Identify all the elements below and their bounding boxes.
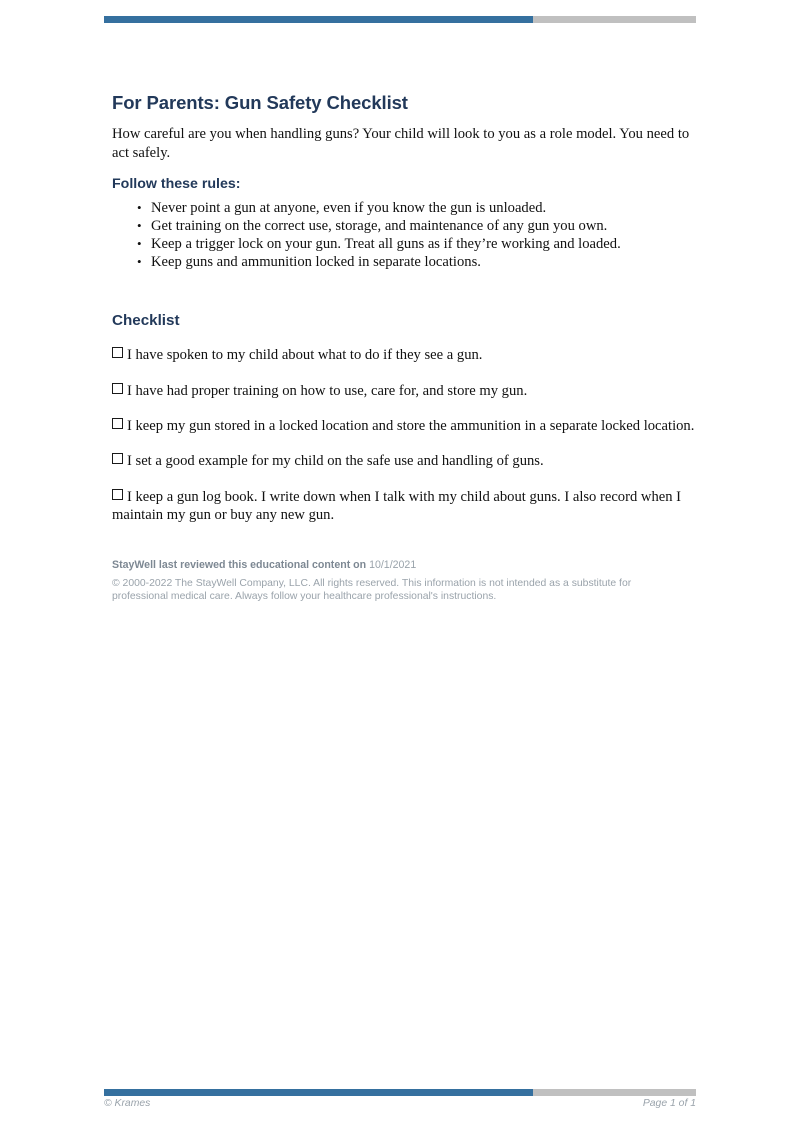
top-rule-blue-segment xyxy=(104,16,533,23)
checkbox-icon[interactable] xyxy=(112,489,123,500)
list-item[interactable] xyxy=(112,417,696,435)
list-item: • Keep guns and ammunition locked in separate locations. xyxy=(151,253,696,271)
review-date: 10/1/2021 xyxy=(369,559,417,572)
list-item[interactable] xyxy=(112,346,696,364)
list-item: • Get training on the correct use, storage, and maintenance of any gun you own. xyxy=(151,217,696,235)
review-line xyxy=(112,558,696,573)
checklist-item-label: I keep a gun log book. I write down when I talk with my child about guns. I also record when I maintain my gun or buy any new gun. xyxy=(112,488,682,523)
document-content xyxy=(112,92,696,604)
list-item[interactable] xyxy=(112,382,696,400)
checkbox-icon[interactable] xyxy=(112,347,123,358)
bottom-rule-blue-segment xyxy=(104,1089,533,1096)
top-rule-gray-segment xyxy=(533,16,696,23)
list-item[interactable] xyxy=(112,452,696,470)
rules-list xyxy=(112,199,696,271)
bottom-rule-gray-segment xyxy=(533,1089,696,1096)
review-label: StayWell last reviewed this educational content on xyxy=(112,559,367,572)
checklist-item-label: I keep my gun stored in a locked location and store the ammunition in a separate locked location. xyxy=(127,417,695,434)
checkbox-icon[interactable] xyxy=(112,418,123,429)
footer-page-number: Page 1 of 1 xyxy=(642,1098,696,1109)
list-item: • Never point a gun at anyone, even if you know the gun is unloaded. xyxy=(151,199,696,217)
checklist xyxy=(112,346,696,524)
page-title: For Parents: Gun Safety Checklist xyxy=(112,92,408,113)
checkbox-icon[interactable] xyxy=(112,383,123,394)
checklist-section-heading: Checklist xyxy=(112,312,180,330)
page-footer xyxy=(104,1098,696,1109)
checkbox-icon[interactable] xyxy=(112,453,123,464)
list-item[interactable] xyxy=(112,488,696,525)
rules-section-heading: Follow these rules: xyxy=(112,176,241,192)
top-rule xyxy=(104,16,696,23)
footer-copyright: © Krames xyxy=(104,1098,151,1109)
checklist-item-label: I set a good example for my child on the safe use and handling of guns. xyxy=(127,453,544,470)
intro-paragraph: How careful are you when handling guns? Your child will look to you as a role model. You need to act safely. xyxy=(112,126,690,161)
checklist-item-label: I have had proper training on how to use, care for, and store my gun. xyxy=(127,382,528,399)
bottom-rule xyxy=(104,1089,696,1096)
list-item: • Keep a trigger lock on your gun. Treat all guns as if they’re working and loaded. xyxy=(151,235,696,253)
attribution-block xyxy=(112,558,696,603)
checklist-item-label: I have spoken to my child about what to do if they see a gun. xyxy=(127,347,483,364)
copyright-text: © 2000-2022 The StayWell Company, LLC. All rights reserved. This information is not intended as a substitute for professional medical care. Always follow your healthcare professional's instructions. xyxy=(112,578,632,603)
